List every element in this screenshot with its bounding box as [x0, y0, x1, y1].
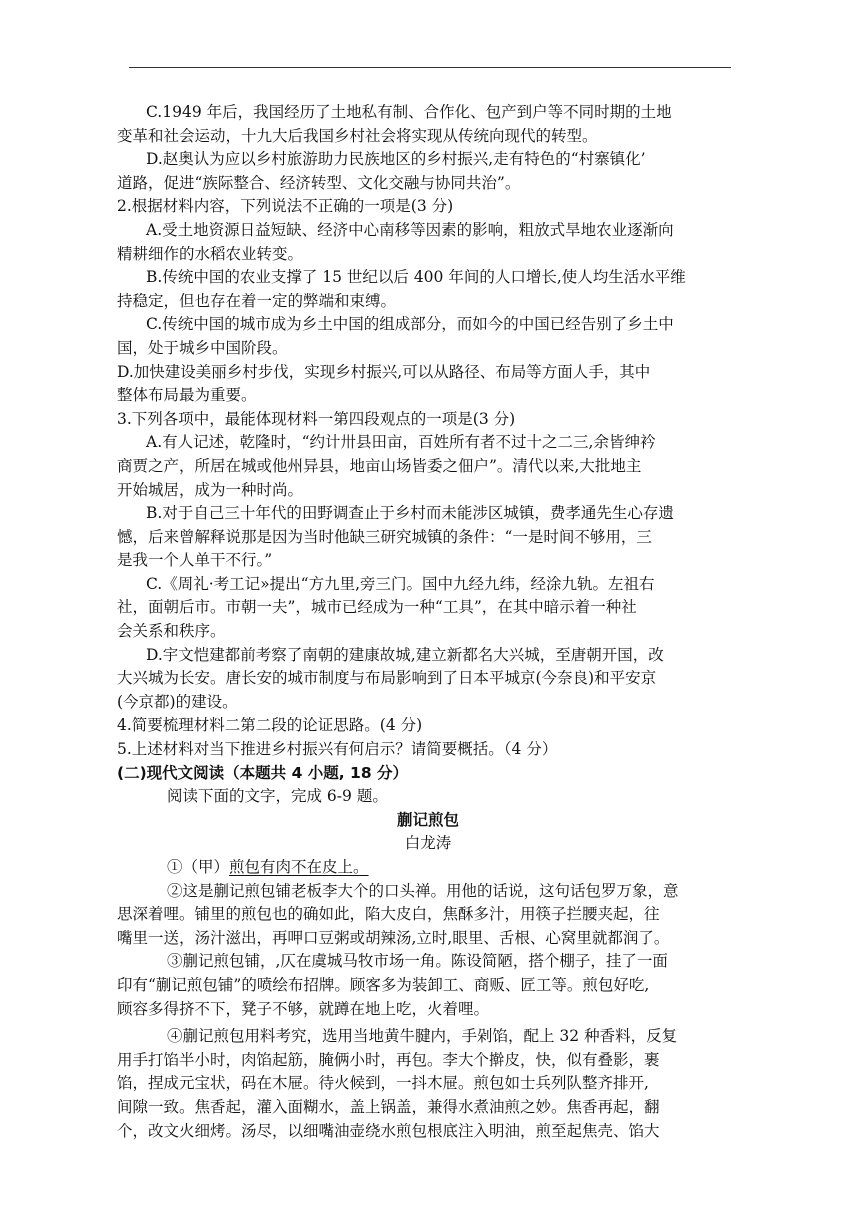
paragraph-1-number: ①（甲） [167, 858, 230, 876]
story-title: 蒯记煎包 [396, 810, 459, 829]
story-paragraphs [117, 880, 739, 1144]
text-line: 会关系和秩序。 [117, 622, 226, 641]
text-line: A.有人记述，乾隆时，“约计卅县田亩，百姓所有者不过十之二三,余皆绅衿 [146, 433, 656, 452]
text-line: 道路，促进“族际整合、经济转型、文化交融与协同共治”。 [117, 173, 521, 192]
header-rule [129, 67, 731, 68]
text-line: 用手打馅半小时，肉馅起筋，腌俩小时，再包。李大个擀皮，快，似有叠影，裹 [117, 1050, 660, 1069]
underlined-sentence-jia: 煎包有肉不在皮上。 [229, 858, 369, 876]
text-line: 是我一个人单干不行。” [117, 551, 273, 570]
text-line: 思深着哩。铺里的煎包也的确如此，陷大皮白，焦酥多汁，用筷子拦腰夹起，往 [117, 905, 660, 924]
text-line: C.1949 年后，我国经历了土地私有制、合作化、包产到户等不同时期的土地 [146, 103, 672, 121]
text-line: (二)现代文阅读（本题共 4 小题, 18 分） [117, 763, 408, 782]
text-line: 嘴里一送，汤汁滋出，再呷口豆粥或胡辣汤,立时,眼里、舌根、心窝里就都润了。 [117, 928, 670, 947]
text-line: 间隙一致。焦香起，灌入面糊水，盖上锅盖，兼得水煮油煎之妙。焦香再起，翻 [117, 1097, 660, 1116]
text-line: 阅读下面的文字，完成 6-9 题。 [167, 787, 388, 806]
text-line: 整体布局最为重要。 [117, 386, 257, 405]
text-line: 国，处于城乡中国阶段。 [117, 338, 288, 357]
text-line: B.对于自己三十年代的田野调查止于乡村而未能涉区城镇，费孝通先生心存遗 [146, 504, 674, 523]
text-line: ④蒯记煎包用料考究，选用当地黄牛腱内，手剁馅，配上 32 种香料，反复 [167, 1027, 678, 1046]
text-line: 2.根据材料内容，下列说法不正确的一项是(3 分) [117, 197, 454, 216]
text-line: A.受土地资源日益短缺、经济中心南移等因素的影响，粗放式旱地农业逐渐向 [146, 220, 674, 239]
text-line: 精耕细作的水稻农业转变。 [117, 244, 304, 263]
paragraph-1 [117, 856, 739, 880]
question-lines [117, 101, 739, 856]
text-line: 持稳定，但也存在着一定的弊端和束缚。 [117, 291, 397, 310]
story-author: 白龙涛 [404, 834, 452, 853]
text-line: 4.简要梳理材料二第二段的论证思路。(4 分) [117, 716, 423, 735]
text-line: 3.下列各项中，最能体现材料一第四段观点的一项是(3 分) [117, 409, 516, 428]
text-line: 个，改文火细烤。汤尽，以细嘴油壶绕水煎包根底注入明油，煎至起焦壳、馅大 [117, 1121, 660, 1140]
text-line: D.赵奥认为应以乡村旅游助力民族地区的乡村振兴,走有特色的“村寨镇化’ [146, 150, 646, 169]
text-line: 馅，捏成元宝状，码在木屉。待火候到，一抖木屉。煎包如士兵列队整齐排开, [117, 1074, 649, 1093]
text-line: D.宇文恺建都前考察了南朝的建康故城,建立新都名大兴城，至唐朝开国，改 [146, 645, 664, 664]
text-line: 开始城居，成为一种时尚。 [117, 480, 304, 499]
text-line: (今京都)的建设。 [117, 692, 238, 711]
text-line: 憾，后来曾解释说那是因为当时他缺三研究城镇的条件：“一是时间不够用，三 [117, 527, 652, 546]
document-body [117, 101, 739, 1143]
text-line: 大兴城为长安。唐长安的城市制度与布局影响到了日本平城京(今奈良)和平安京 [117, 669, 657, 688]
text-line: 商贾之产，所居在城或他州异县，地亩山场皆委之佃户”。清代以来,大批地主 [117, 456, 642, 475]
text-line: 变革和社会运动，十九大后我国乡村社会将实现从传统向现代的转型。 [117, 126, 598, 145]
text-line: ②这是蒯记煎包铺老板李大个的口头禅。用他的话说，这句话包罗万象，意 [167, 881, 679, 900]
text-line: 社，面朝后市。市朝一夫”，城市已经成为一种“工具”，在其中暗示着一种社 [117, 598, 637, 617]
text-line: 顾容多得挤不下，凳子不够，就蹲在地上吃，火着哩。 [117, 999, 490, 1018]
text-line: C.《周礼·考工记»提出“方九里,旁三门。国中九经九纬，经涂九轨。左祖右 [146, 574, 655, 593]
text-line: B.传统中国的农业支撑了 15 世纪以后 400 年间的人口增长,使人均生活水平维 [146, 268, 686, 287]
text-line: C.传统中国的城市成为乡土中国的组成部分，而如今的中国已经告别了乡土中 [146, 315, 674, 334]
text-line: ③蒯记煎包铺，,仄在虞城马牧市场一角。陈设简陋，搭个棚子，挂了一面 [167, 952, 668, 971]
text-line: 5.上述材料对当下推进乡村振兴有何启示？请简要概括。（4 分） [117, 740, 558, 759]
text-line: 印有“蒯记煎包铺”的喷绘布招牌。顾客多为装卸工、商贩、匠工等。煎包好吃, [117, 975, 650, 994]
text-line: D.加快建设美丽乡村步伐，实现乡村振兴,可以从路径、布局等方面人手，其中 [117, 362, 651, 381]
